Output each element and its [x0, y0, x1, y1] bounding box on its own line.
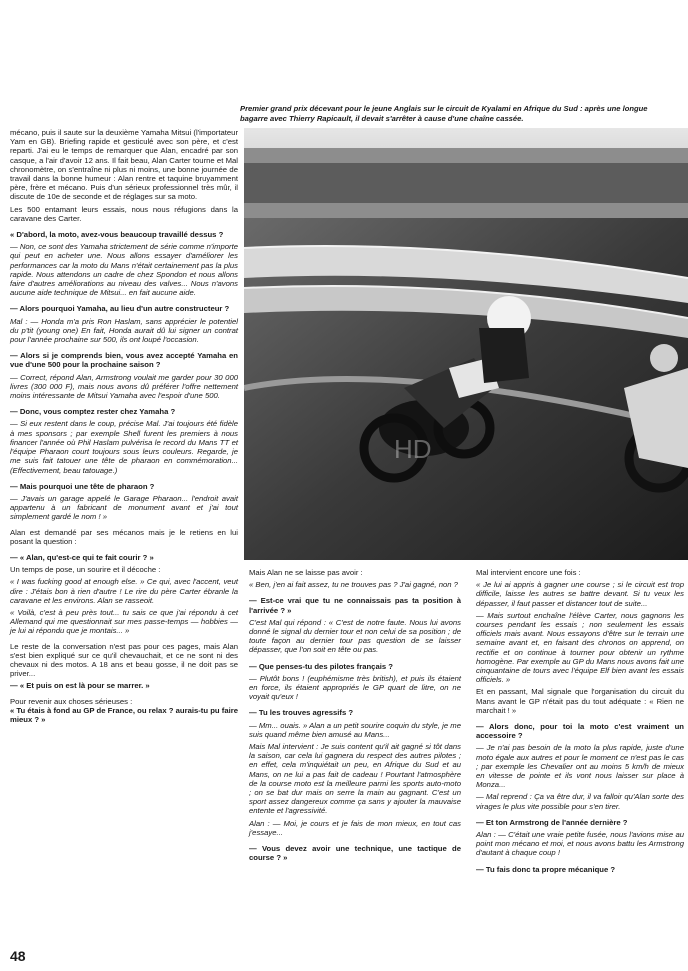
interview-answer: Alan : — C'était une vraie petite fusée, nous l'avions mise au point mon mécano et moi, et nous avons battu les Armstrong d'autant à chaque coup !	[476, 830, 684, 858]
photo-watermark: HD	[394, 434, 432, 464]
interview-answer: Mal : — Honda m'a pris Ron Haslam, sans apprécier le potentiel du p'tit (young one) En fait, Honda aurait dû lui signer un contrat pour l'année prochaine sur 500, ils ont loupé l'occasion.	[10, 316, 238, 345]
interview-question: — « Alan, qu'est-ce qui te fait courir ? »	[10, 552, 154, 562]
paragraph: Les 500 entamant leurs essais, nous nous réfugions dans la caravane des Carter.	[10, 204, 238, 223]
interview-question: — Tu les trouves agressifs ?	[249, 708, 354, 718]
paragraph: Pour revenir aux choses sérieuses :	[10, 696, 133, 706]
interview-answer: Alan : — Moi, je cours et je fais de mon mieux, en tout cas j'essaye...	[249, 818, 461, 837]
interview-answer: Mais Mal intervient : Je suis content qu'il ait gagné si tôt dans la saison, car cela lui gagnera du respect des autres pilotes ; en effet, cela m'inquiétait un peu, en Afrique du Sud et au Mans, on ne lui a pas fait de cadeau ! Pourtant l'atmosphère de la course moto est la meilleure parmi les sports auto-moto ; on se bat dur mais on serre la main au gagnant. C'est un sport assez dangereux comme ça sans y ajouter la mauvaise entente et l'agressivité.	[249, 742, 461, 816]
interview-question: — Que penses-tu des pilotes français ?	[249, 661, 393, 671]
paragraph: mécano, puis il saute sur la deuxième Yamaha Mitsui (l'importateur Yam en GB). Briefing rapide et gesticulé avec son père, et c'est reparti. J'ai eu le temps de remarquer que Alan, encadré par son casque, a l'air d'avoir 12 ans. Il fait beau, Alan Carter tourne et Mal chronomètre, on s'entraîne ni plus ni moins, une bonne journée de travail dans la bonne humeur : Alan rentre et taquine bruyamment père, frère et mécano. Puis d'un sérieux professionnel très mûr, il discute de 10e de seconde et de réglages sur sa moto.	[10, 128, 238, 202]
interview-answer: « I was fucking good at enough else. » Ce qui, avec l'accent, veut dire : J'étais bon à rien d'autre ! Le rire du père Carter ébranle la caravane et les environs. Alan se rasseoit.	[10, 577, 238, 605]
interview-question: — Et ton Armstrong de l'année dernière ?	[476, 817, 628, 827]
paragraph: Le reste de la conversation n'est pas pour ces pages, mais Alan s'est bien expliqué sur ce qu'il chevauchait, et ce ne sont ni des chevaux ni des motos. A 18 ans et beau gosse, il ne doit pas se priver...	[10, 641, 238, 679]
interview-question: — Donc, vous comptez rester chez Yamaha ?	[10, 407, 176, 417]
photo-caption: Premier grand prix décevant pour le jeune Anglais sur le circuit de Kyalami en Afrique du Sud : après une longue bagarre avec Thierry Rapicault, il devait s'arrêter à cause d'une chaîne cassée.	[240, 104, 648, 123]
interview-question: — Mais pourquoi une tête de pharaon ?	[10, 481, 155, 491]
article-column-1	[10, 128, 238, 727]
interview-answer: C'est Mal qui répond : « C'est de notre faute. Nous lui avons donné le signal du dernier tour et non celui de sa position ; de toute façon au dernier tour pas question de se laisser dépasser, que l'on soit en tête ou pas.	[249, 617, 461, 655]
interview-answer: « Voilà, c'est à peu près tout... tu sais ce que j'ai répondu à cet Allemand qui me questionnait sur mes passe-temps — hobbies — je lui ai répondu que je montais... »	[10, 607, 238, 636]
interview-question: — Alors si je comprends bien, vous avez accepté Yamaha en vue d'une 500 pour la prochaine saison ?	[10, 351, 238, 370]
interview-question: « Tu étais à fond au GP de France, ou relax ? aurais-tu pu faire mieux ? »	[10, 705, 238, 724]
paragraph: Alan est demandé par ses mécanos mais je le retiens en lui posant la question :	[10, 527, 238, 546]
interview-answer: — Mm... ouais. » Alan a un petit sourire coquin du style, je me suis quand même bien amusé au Mans...	[249, 720, 461, 739]
interview-answer: — Correct, répond Alan, Armstrong voulait me garder pour 30 000 livres (300 000 F), mais nous avons dû préférer l'offre nettement moins intéressante de Mitsui Yamaha avec l'espoir d'une 500.	[10, 372, 238, 401]
paragraph: Et en passant, Mal signale que l'organisation du circuit du Mans avant le GP n'était pas du tout adéquate : « Rien ne marchait ! »	[476, 687, 684, 715]
interview-question: — Est-ce vrai que tu ne connaissais pas ta position à l'arrivée ? »	[249, 596, 461, 615]
interview-answer: — Plutôt bons ! (euphémisme très british), et puis ils étaient en force, ils étaient appropriés le GP quart de litre, on ne voyait qu'eux !	[249, 673, 461, 702]
interview-answer: « Je lui ai appris à gagner une course ; si le circuit est trop difficile, laisse les autres se battre devant. Si tu veux les dépasser, il faut passer et distancer tout de suite...	[476, 580, 684, 608]
interview-answer: — Mais surtout enchaîne l'élève Carter, nous gagnons les courses pendant les essais ; non seulement les essais officiels mais avant. Nous essayons d'être sur le terrain une semaine avant et, en faisant des chronos on apprend, on rectifie et on continue à tourner pour obtenir un rythme homogène. Par exemple au GP du Mans nous avons fait une cinquantaine de tours avec l'équipe Elf bien avant les essais officiels. »	[476, 610, 684, 685]
article-column-3	[476, 568, 684, 877]
interview-question: — Tu fais donc ta propre mécanique ?	[476, 864, 616, 874]
interview-question: — Alors donc, pour toi la moto c'est vraiment un accessoire ?	[476, 722, 684, 741]
interview-question: « D'abord, la moto, avez-vous beaucoup travaillé dessus ?	[10, 230, 224, 240]
paragraph: Mal intervient encore une fois :	[476, 568, 581, 577]
interview-question: — Vous devez avoir une technique, une tactique de course ? »	[249, 844, 461, 863]
paragraph: Mais Alan ne se laisse pas avoir :	[249, 568, 363, 577]
race-photo-image	[244, 128, 688, 560]
paragraph: Un temps de pose, un sourire et il décoche :	[10, 565, 161, 575]
interview-question: — Alors pourquoi Yamaha, au lieu d'un autre constructeur ?	[10, 304, 230, 314]
article-column-2	[249, 568, 461, 865]
page-number: 48	[10, 948, 26, 964]
interview-answer: « Ben, j'en ai fait assez, tu ne trouves pas ? J'ai gagné, non ?	[249, 580, 458, 590]
interview-question: — « Et puis on est là pour se marrer. »	[10, 681, 150, 691]
interview-answer: — Non, ce sont des Yamaha strictement de série comme n'importe qui peut en acheter une. Nous allons essayer d'améliorer les performances car la moto du Mans n'était certainement pas la plus rapide. Nous attendons un cadre de chez Spondon et nous allons faire d'autres améliorations au niveau des valves... Nous n'avons aucune aide technique de Mitsui... en fait aucune aide.	[10, 242, 238, 298]
race-photo	[244, 128, 688, 560]
interview-answer: — Si eux restent dans le coup, précise Mal. J'ai toujours été fidèle à mes sponsors ; par exemple Shell furent les premiers à nous financer l'année où Phil Haslam pulvérisa le record du Mans TT et l'équipe Pharaon court toujours sous leurs couleurs. Regarde, je me suis fait tatouer une tête de pharaon en commémoration... (Effectivement, beau tatouage.)	[10, 419, 238, 475]
interview-answer: — Je n'ai pas besoin de la moto la plus rapide, juste d'une moto égale aux autres et pour le moment ce n'est pas le cas ; par exemple les Chevalier ont au moins 5 km/h de mieux en vitesse de pointe et ils vont nous laisser sur place à Monza...	[476, 743, 684, 790]
interview-answer: — J'avais un garage appelé le Garage Pharaon... l'endroit avait appartenu à un fabricant de monument avant et j'ai tout simplement gardé le nom ! »	[10, 493, 238, 522]
interview-answer: — Mal reprend : Ça va être dur, il va falloir qu'Alan sorte des virages le plus vite possible pour s'en tirer.	[476, 792, 684, 811]
